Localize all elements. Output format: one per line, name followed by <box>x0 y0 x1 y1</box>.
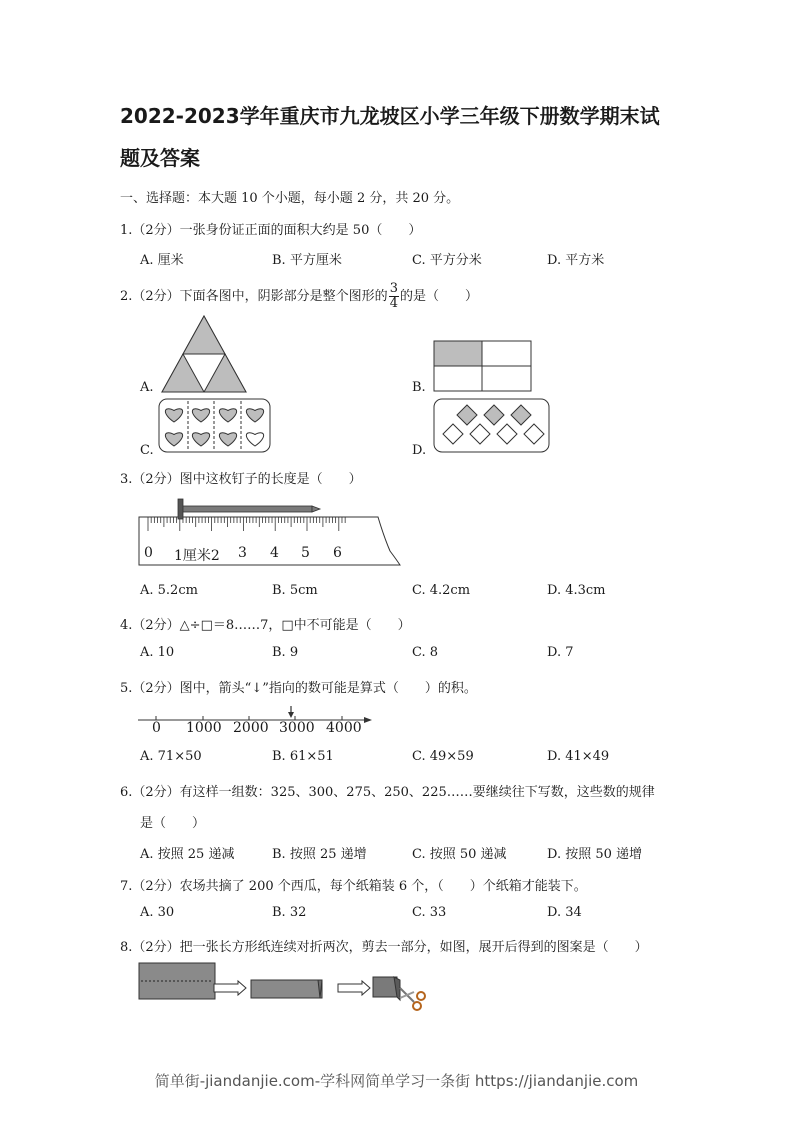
rectangle-quarters-figure <box>433 340 533 392</box>
q2-label-c: C. <box>140 443 154 458</box>
q5-option-b: B. 61×51 <box>272 749 334 764</box>
q6-option-b: B. 按照 25 递增 <box>272 847 367 862</box>
question-5-stem: 5.（2分）图中，箭头“↓”指向的数可能是算式（ ）的积。 <box>120 681 477 696</box>
ruler-label-6: 6 <box>333 545 342 561</box>
hearts-figure <box>158 398 272 454</box>
axis-label-2000: 2000 <box>233 720 269 736</box>
question-6-stem-cont: 是（ ） <box>140 816 206 831</box>
q2-label-b: B. <box>412 380 426 395</box>
axis-label-3000: 3000 <box>279 720 315 736</box>
q1-option-c: C. 平方分米 <box>412 253 482 268</box>
footer-watermark: 简单街-jiandanjie.com-学科网简单学习一条街 https://jiandanjie.com <box>154 1072 639 1090</box>
ruler-label-1: 1厘米2 <box>174 548 220 564</box>
question-6-stem: 6.（2分）有这样一组数：325、300、275、250、225……要继续往下写数，这些数的规律 <box>120 785 655 800</box>
fraction-numerator: 3 <box>389 281 398 296</box>
q7-option-a: A. 30 <box>140 905 175 920</box>
q6-option-d: D. 按照 50 递增 <box>547 847 643 862</box>
q4-option-b: B. 9 <box>272 645 299 660</box>
q2-stem-before: 2.（2分）下面各图中，阴影部分是整个图形的 <box>120 289 388 304</box>
q6-option-a: A. 按照 25 递减 <box>140 847 235 862</box>
fraction-three-quarters <box>389 282 399 311</box>
axis-label-0: 0 <box>152 720 161 736</box>
q7-option-c: C. 33 <box>412 905 447 920</box>
page-title-line1: 2022-2023学年重庆市九龙坡区小学三年级下册数学期末试 <box>120 104 660 128</box>
q4-option-d: D. 7 <box>547 645 574 660</box>
question-4-stem: 4.（2分）△÷□＝8……7，□中不可能是（ ） <box>120 618 411 633</box>
axis-label-4000: 4000 <box>326 720 362 736</box>
q5-option-c: C. 49×59 <box>412 749 474 764</box>
question-1-stem: 1.（2分）一张身份证正面的面积大约是 50（ ） <box>120 223 422 238</box>
q1-option-b: B. 平方厘米 <box>272 253 342 268</box>
question-2-stem <box>120 282 478 311</box>
q4-option-c: C. 8 <box>412 645 439 660</box>
question-8-stem: 8.（2分）把一张长方形纸连续对折两次，剪去一部分，如图，展开后得到的图案是（ ） <box>120 940 648 955</box>
axis-label-1000: 1000 <box>186 720 222 736</box>
q3-option-d: D. 4.3cm <box>547 583 606 598</box>
q3-option-b: B. 5cm <box>272 583 318 598</box>
ruler-label-4: 4 <box>270 545 279 561</box>
ruler-label-5: 5 <box>301 545 310 561</box>
q3-option-c: C. 4.2cm <box>412 583 471 598</box>
question-3-stem: 3.（2分）图中这枚钉子的长度是（ ） <box>120 472 362 487</box>
diamonds-figure <box>433 398 551 454</box>
page-title-line2: 题及答案 <box>120 146 200 170</box>
q5-option-a: A. 71×50 <box>140 749 202 764</box>
q3-option-a: A. 5.2cm <box>140 583 198 598</box>
q1-option-a: A. 厘米 <box>140 253 184 268</box>
q2-stem-after: 的是（ ） <box>399 289 478 304</box>
paper-folding-figure <box>138 960 438 1016</box>
q7-option-b: B. 32 <box>272 905 307 920</box>
q7-option-d: D. 34 <box>547 905 582 920</box>
question-7-stem: 7.（2分）农场共摘了 200 个西瓜，每个纸箱装 6 个，（ ）个纸箱才能装下。 <box>120 879 587 894</box>
fraction-denominator: 4 <box>389 296 398 311</box>
ruler-label-0: 0 <box>144 545 153 561</box>
q2-label-a: A. <box>140 380 154 395</box>
q2-label-d: D. <box>412 443 427 458</box>
section-heading: 一、选择题：本大题 10 个小题，每小题 2 分，共 20 分。 <box>120 191 460 206</box>
q1-option-d: D. 平方米 <box>547 253 605 268</box>
q5-option-d: D. 41×49 <box>547 749 610 764</box>
triangle-figure <box>160 314 250 394</box>
ruler-label-3: 3 <box>238 545 247 561</box>
q6-option-c: C. 按照 50 递减 <box>412 847 507 862</box>
q4-option-a: A. 10 <box>140 645 175 660</box>
